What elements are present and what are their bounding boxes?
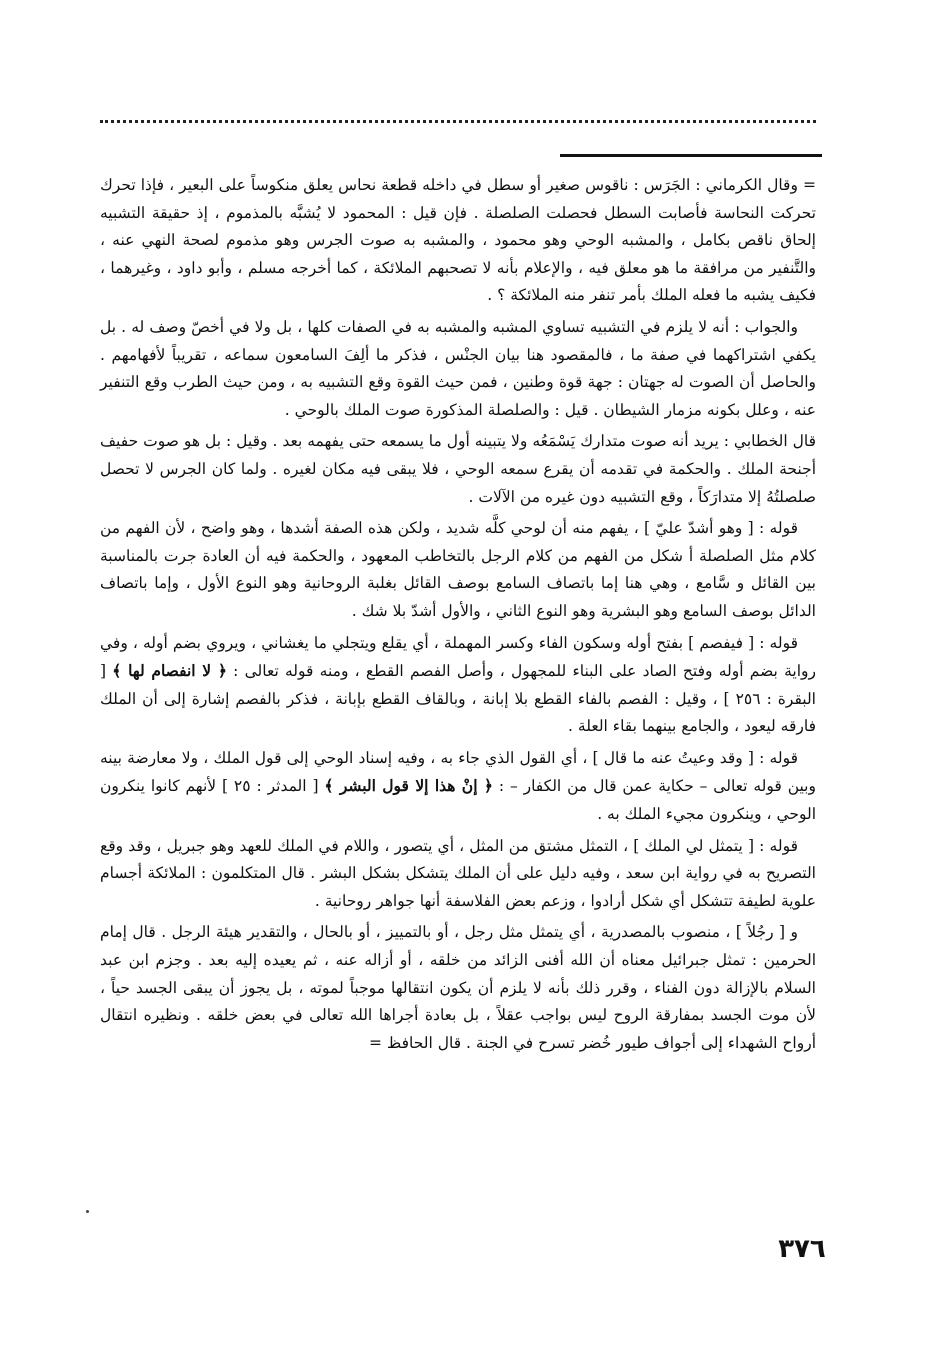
footnote-paragraph: قال الخطابي : يريد أنه صوت متدارك يَسْمَعُه ولا يتبينه أول ما يسمعه حتى يفهمه بعد . وقيل : بل هو صوت حفيف أجنحة الملك . والحكمة في تقدمه أن يقرع سمعه الوحي ، فلا يبقى فيه مكان لغيره . ولما كان الجرس لا تحصل صلصلتُهُ إلا متدارَكاً ، وقع التشبيه دون غيره من الآلات . — [100, 432, 816, 506]
dotted-separator — [100, 120, 816, 123]
footnote-paragraph — [100, 630, 816, 741]
footnote-paragraph: قوله : [ يتمثل لي الملك ] ، التمثل مشتق من المثل ، أي يتصور ، واللام في الملك للعهد وهو جبريل ، وقد وقع التصريح به في رواية ابن سعد ، وفيه دليل على أن الملك يتشكل بشكل البشر . قال المتكلمون : الملائكة أجسام علوية لطيفة تتشكل أي شكل أرادوا ، وزعم بعض الفلاسفة أنها جواهر روحانية . — [100, 836, 816, 910]
paragraph-text: قوله : [ وقد وعيتُ عنه ما قال ] ، أي القول الذي جاء به ، وفيه إسناد الوحي إلى قول الملك ، ولا معارضة بينه وبين قوله تعالى – حكاية عمن قال من الكفار – : — [100, 748, 816, 796]
paragraph-text: [ البقرة : ٢٥٦ ] ، وقيل : الفصم بالفاء القطع بلا إبانة ، وبالقاف القطع بإبانة ، فذكر بالفصم إشارة إلى أن الملك فارقه ليعود ، والجامع بينهما بقاء العلة . — [100, 662, 816, 736]
quran-verse: ﴿ إنْ هذا إلا قول البشر ﴾ — [324, 776, 493, 796]
paragraph-text: قوله : [ فيفصم ] بفتح أوله وسكون الفاء وكسر المهملة ، أي يقلع ويتجلي ما يغشاني ، ويروي بضم أوله ، وفي رواية بضم أوله وفتح الصاد على البناء للمجهول ، وأصل الفصم القطع ، ومنه قوله تعالى : — [100, 633, 816, 681]
footnote-paragraph: = وقال الكرماني : الجَرَس : ناقوس صغير أو سطل في داخله قطعة نحاس يعلق منكوساً على البعير ، فإذا تحرك تحركت النحاسة فأصابت السطل فحصلت الصلصلة . فإن قيل : المحمود لا يُشبَّه بالمذموم ، إذ حقيقة التشبيه إلحاق ناقص بكامل ، والمشبه الوحي وهو محمود ، والمشبه به صوت الجرس وهو مذموم لصحة النهي عنه ، والتَّنفير من مرافقة ما هو معلق فيه ، والإعلام بأنه لا تصحبهم الملائكة ، كما أخرجه مسلم ، وأبو داود ، وغيرهما ، فكيف يشبه ما فعله الملك بأمر تنفر منه الملائكة ؟ . — [100, 176, 816, 305]
footnote-rule — [560, 154, 822, 157]
footnote-paragraph: قوله : [ وهو أشدّ عليّ ] ، يفهم منه أن لوحي كلَّه شديد ، ولكن هذه الصفة أشدها ، وهو واضح ، لأن الفهم من كلام مثل الصلصلة أ شكل من الفهم من كلام الرجل بالتخاطب المعهود ، والحكمة فيه أن العادة جرت بالمناسبة بين القائل و سَّامع ، وهي هنا إما باتصاف السامع بوصف القائل بغلبة الروحانية وهو النوع الأول ، وإما باتصاف الدائل بوصف السامع وهو البشرية وهو النوع الثاني ، والأول أشدّ بلا شك . — [100, 519, 816, 620]
quran-verse: ﴿ لا انفصام لها ﴾ — [112, 661, 227, 681]
page-number: ٣٧٦ — [778, 1234, 826, 1264]
footnotes-block — [100, 172, 816, 1061]
footnote-paragraph — [100, 745, 816, 829]
paragraph-text: [ المدثر : ٢٥ ] لأنهم كانوا ينكرون الوحي ، وينكرون مجيء الملك به . — [100, 777, 816, 824]
footnote-paragraph: و [ رجُلاً ] ، منصوب بالمصدرية ، أي يتمثل مثل رجل ، أو بالتمييز ، أو بالحال ، والتقدير هيئة الرجل . قال إمام الحرمين : تمثل جبرائيل معناه أن الله أفنى الزائد من خلقه ، أو أزاله عنه ، ثم يعيده إليه بعد . وجزم ابن عبد السلام بالإزالة دون الفناء ، وقرر ذلك بأنه لا يلزم أن يكون انتقالها موجباً لموته ، بل يجوز أن يبقى الجسد حياً ، لأن موت الجسد بمفارقة الروح ليس بواجب عقلاً ، بل بعادة أجراها الله تعالى في بعض خلقه . ونظيره انتقال أرواح الشهداء إلى أجواف طيور خُضر تسرح في الجنة . قال الحافظ = — [100, 923, 816, 1052]
footnote-paragraph: والجواب : أنه لا يلزم في التشبيه تساوي المشبه والمشبه به في الصفات كلها ، بل ولا في أخصّ وصف له . بل يكفي اشتراكهما في صفة ما ، فالمقصود هنا بيان الجنْس ، فذكر ما ألِفَ السامعون سماعه ، تقريباً لأفهامهم . والحاصل أن الصوت له جهتان : جهة قوة وطنين ، فمن حيث القوة وقع التشبيه به ، ومن حيث الطرب وقع التنفير عنه ، وعلل بكونه مزمار الشيطان . قيل : والصلصلة المذكورة صوت الملك بالوحي . — [100, 317, 816, 419]
ink-speck — [86, 1210, 89, 1213]
